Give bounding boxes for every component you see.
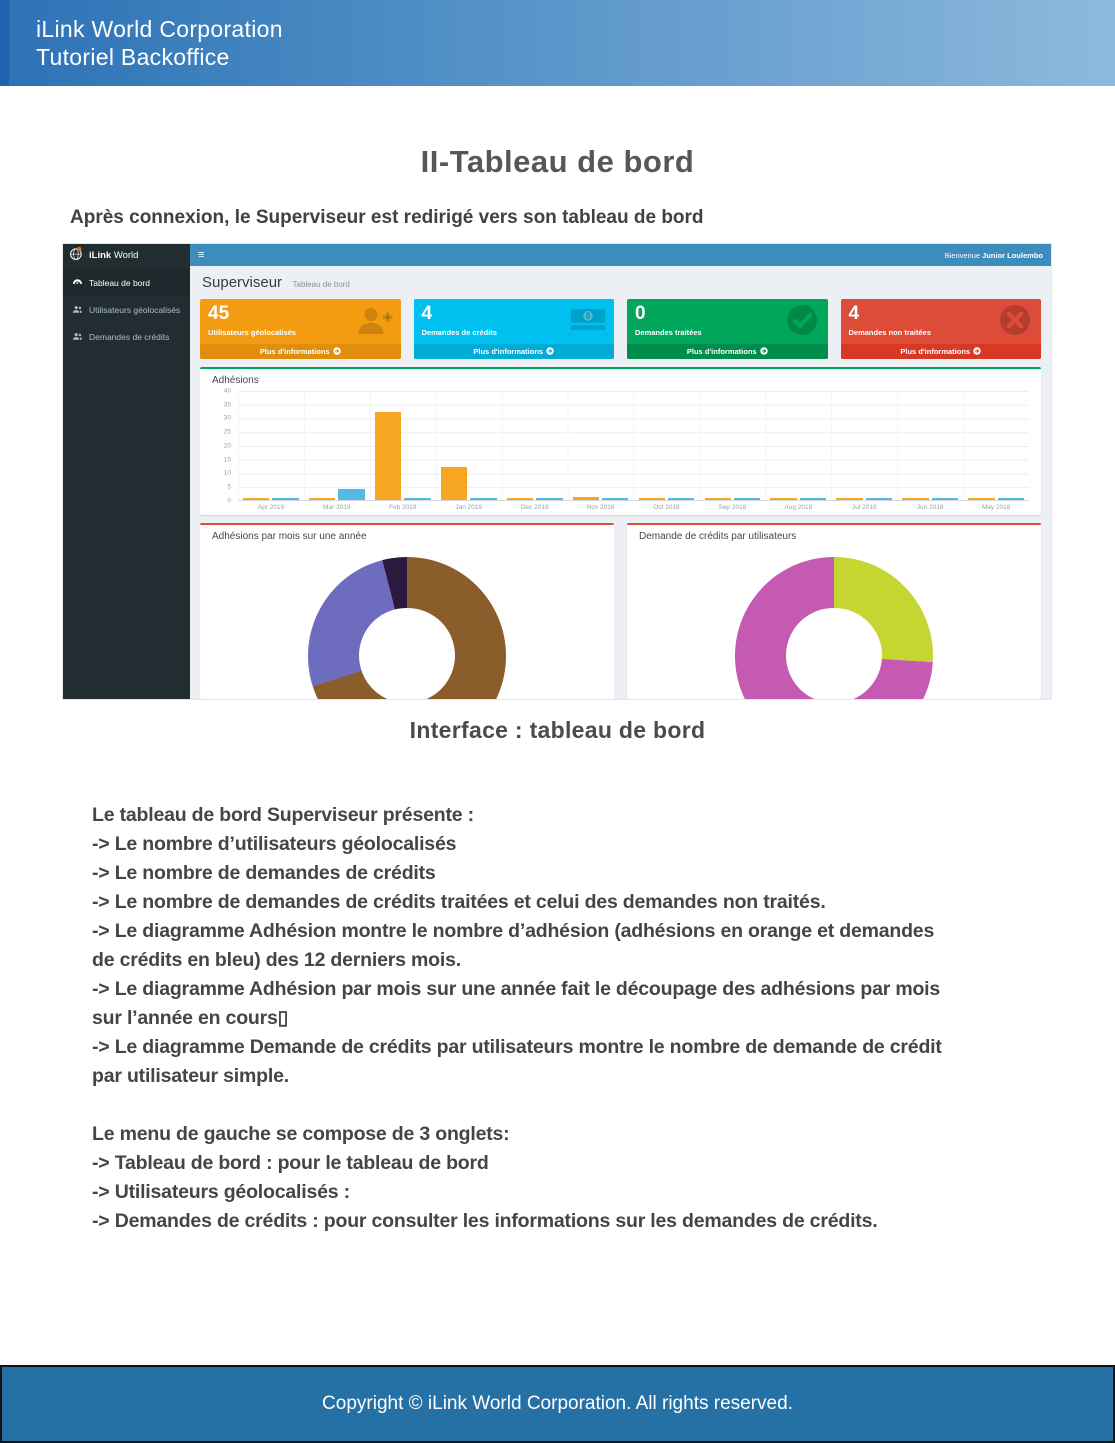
stat-card-demandes-de-credits: [414, 299, 615, 359]
dashboard-navbar: [190, 244, 1051, 266]
bar-group-mar-2019: [304, 391, 370, 500]
x-icon: [996, 304, 1034, 336]
stat-card-value: 4: [848, 303, 860, 324]
intro-text: Après connexion, le Superviseur est redirigé vers son tableau de bord: [70, 207, 704, 228]
x-tick-label: Dec 2018: [520, 503, 549, 511]
y-tick-label: 0: [227, 497, 231, 505]
menu-toggle-icon[interactable]: ≡: [198, 249, 205, 261]
bar-adhesions-orange: [639, 498, 665, 500]
body-line: par utilisateur simple.: [92, 1065, 289, 1087]
dashboard-icon: [72, 277, 83, 288]
bar-demandes-de-credits-bleu: [536, 498, 562, 500]
check-icon: [783, 304, 821, 336]
bar-demandes-de-credits-bleu: [668, 498, 694, 500]
bar-adhesions-orange: [507, 498, 533, 500]
svg-text:$: $: [585, 311, 591, 321]
dashboard-topbar: [63, 244, 1051, 266]
bar-group-nov-2018: [568, 391, 634, 500]
sidebar-item-tableau-de-bord[interactable]: [63, 269, 190, 296]
stat-card-value: 45: [208, 303, 230, 324]
x-tick-label: Apr 2019: [257, 503, 285, 511]
money-icon: [569, 304, 607, 336]
y-tick-label: 15: [223, 456, 231, 464]
stat-card-value: 4: [421, 303, 433, 324]
stat-card-label: Utilisateurs géolocalisés: [208, 327, 296, 337]
chart-title: Demande de crédits par utilisateurs: [639, 530, 797, 542]
document-header: [0, 0, 1115, 86]
y-tick-label: 35: [223, 401, 231, 409]
body-paragraph-2: [92, 1120, 1115, 1236]
bar-group-may-2018: [963, 391, 1029, 500]
stat-card-value: 0: [635, 303, 646, 324]
more-info-label: Plus d'informations: [473, 346, 544, 356]
bar-group-jun-2018: [897, 391, 963, 500]
stat-card-label: Demandes non traitées: [848, 327, 932, 337]
arrow-circle-icon: [333, 347, 341, 355]
more-info-label: Plus d'informations: [259, 346, 330, 356]
header-line-1: iLink World Corporation: [36, 16, 283, 42]
body-line: -> Le diagramme Adhésion montre le nombre d’adhésion (adhésions en orange et demandes: [92, 920, 935, 942]
body-line: -> Tableau de bord : pour le tableau de bord: [92, 1152, 489, 1174]
y-tick-label: 20: [223, 442, 231, 450]
bar-adhesions-orange: [836, 498, 862, 500]
page-title: II-Tableau de bord: [420, 144, 695, 179]
stat-card-label: Demandes traitées: [635, 327, 702, 337]
users-icon: [72, 304, 83, 315]
bar-adhesions-orange: [770, 498, 796, 500]
body-line: -> Utilisateurs géolocalisés :: [92, 1181, 350, 1203]
more-info-link[interactable]: [414, 344, 615, 359]
body-line: -> Demandes de crédits : pour consulter les informations sur les demandes de crédits.: [92, 1210, 878, 1232]
arrow-circle-icon: [760, 347, 768, 355]
stat-card-demandes-non-traitees: [841, 299, 1042, 359]
chart-title: Adhésions par mois sur une année: [212, 530, 367, 542]
arrow-circle-icon: [973, 347, 981, 355]
bar-group-apr-2019: [238, 391, 304, 500]
x-tick-label: Oct 2018: [653, 503, 680, 511]
bar-demandes-de-credits-bleu: [800, 498, 826, 500]
x-tick-label: Nov 2018: [586, 503, 615, 511]
users-icon: [72, 331, 83, 342]
x-tick-label: Feb 2019: [389, 503, 417, 511]
bar-demandes-de-credits-bleu: [998, 498, 1024, 500]
content-title: Superviseur: [202, 274, 283, 291]
bar-adhesions-orange: [573, 497, 599, 500]
more-info-label: Plus d'informations: [686, 346, 757, 356]
dashboard-screenshot: [62, 243, 1052, 700]
user-plus-icon: [356, 304, 394, 336]
globe-icon: [69, 246, 84, 264]
bar-group-feb-2019: [370, 391, 436, 500]
stat-card-demandes-traitees: [627, 299, 828, 359]
bar-chart-x-axis: [212, 501, 1029, 513]
bar-demandes-de-credits-bleu: [866, 498, 892, 500]
body-line: -> Le nombre de demandes de crédits: [92, 862, 436, 884]
body-line: Le tableau de bord Superviseur présente :: [92, 804, 474, 826]
bar-chart: [212, 387, 1029, 505]
bar-demandes-de-credits-bleu: [338, 489, 364, 500]
welcome-user[interactable]: Bienvenue Junior Loulembo: [944, 250, 1043, 260]
y-tick-label: 40: [223, 387, 231, 395]
brand-text: iLink World: [89, 249, 139, 261]
content-subtitle: Tableau de bord: [292, 280, 350, 289]
arrow-circle-icon: [546, 347, 554, 355]
bar-adhesions-orange: [375, 412, 401, 500]
stat-card-utilisateurs-geolocalises: [200, 299, 401, 359]
x-tick-label: May 2018: [981, 503, 1011, 511]
adhesions-month-box: [200, 523, 614, 699]
bar-adhesions-orange: [309, 498, 335, 500]
bar-chart-y-axis: [212, 387, 234, 505]
more-info-label: Plus d'informations: [900, 346, 971, 356]
x-tick-label: Mar 2019: [323, 503, 351, 511]
more-info-link[interactable]: [841, 344, 1042, 359]
sidebar-item-demandes-de-credits[interactable]: [63, 323, 190, 350]
bar-adhesions-orange: [705, 498, 731, 500]
document-footer: [0, 1365, 1115, 1443]
bar-adhesions-orange: [441, 467, 467, 500]
credit-requests-box: [627, 523, 1041, 699]
bar-adhesions-orange: [902, 498, 928, 500]
sidebar-item-utilisateurs-geolocalises[interactable]: [63, 296, 190, 323]
sidebar-item-label: Tableau de bord: [89, 277, 150, 288]
x-tick-label: Sep 2018: [718, 503, 747, 511]
content-header: [200, 271, 1041, 299]
stat-cards-row: [200, 299, 1041, 359]
body-line: -> Le nombre d’utilisateurs géolocalisés: [92, 833, 457, 855]
body-line: Le menu de gauche se compose de 3 onglets:: [92, 1123, 510, 1145]
x-tick-label: Jun 2018: [916, 503, 944, 511]
bar-adhesions-orange: [968, 498, 994, 500]
sidebar: [63, 266, 190, 699]
y-tick-label: 5: [227, 483, 231, 491]
brand-logo[interactable]: [63, 244, 190, 266]
bar-demandes-de-credits-bleu: [272, 498, 298, 500]
sidebar-item-label: Demandes de crédits: [89, 331, 170, 342]
x-tick-label: Jan 2019: [455, 503, 483, 511]
bar-demandes-de-credits-bleu: [470, 498, 496, 500]
bar-group-dec-2018: [502, 391, 568, 500]
body-line: -> Le nombre de demandes de crédits traitées et celui des demandes non traités.: [92, 891, 826, 913]
y-tick-label: 25: [223, 428, 231, 436]
donut-charts-row: [200, 515, 1041, 699]
bar-demandes-de-credits-bleu: [404, 498, 430, 500]
x-tick-label: Jul 2018: [851, 503, 877, 511]
bar-group-sep-2018: [699, 391, 765, 500]
more-info-link[interactable]: [627, 344, 828, 359]
body-line: -> Le diagramme Adhésion par mois sur une année fait le découpage des adhésions par mois: [92, 978, 941, 1000]
donut-chart-credits: [735, 557, 933, 699]
stat-card-label: Demandes de crédits: [421, 327, 497, 337]
copyright-text: Copyright © iLink World Corporation. All rights reserved.: [322, 1393, 793, 1414]
y-tick-label: 30: [223, 414, 231, 422]
x-tick-label: Aug 2018: [784, 503, 813, 511]
header-line-2: Tutoriel Backoffice: [36, 44, 230, 70]
body-line: -> Le diagramme Demande de crédits par utilisateurs montre le nombre de demande de crédit: [92, 1036, 942, 1058]
bar-group-oct-2018: [634, 391, 700, 500]
more-info-link[interactable]: [200, 344, 401, 359]
body-line: de crédits en bleu) des 12 derniers mois.: [92, 949, 461, 971]
y-tick-label: 10: [223, 469, 231, 477]
bar-demandes-de-credits-bleu: [734, 498, 760, 500]
bar-group-jul-2018: [831, 391, 897, 500]
bar-chart-plot: [238, 391, 1029, 501]
screenshot-caption: Interface : tableau de bord: [409, 717, 706, 743]
bar-demandes-de-credits-bleu: [932, 498, 958, 500]
bar-group-jan-2019: [436, 391, 502, 500]
bar-group-aug-2018: [765, 391, 831, 500]
bar-demandes-de-credits-bleu: [602, 498, 628, 500]
chart-title: Adhésions: [212, 374, 259, 386]
sidebar-item-label: Utilisateurs géolocalisés: [89, 304, 181, 315]
adhesions-chart-box: [200, 367, 1041, 515]
body-paragraph-1: [92, 801, 1115, 1091]
dashboard-content: [190, 266, 1051, 699]
body-line: sur l’année en cours▯: [92, 1007, 289, 1029]
dashboard-body: [63, 266, 1051, 699]
bar-adhesions-orange: [243, 498, 269, 500]
donut-chart-adhesions: [308, 557, 506, 699]
